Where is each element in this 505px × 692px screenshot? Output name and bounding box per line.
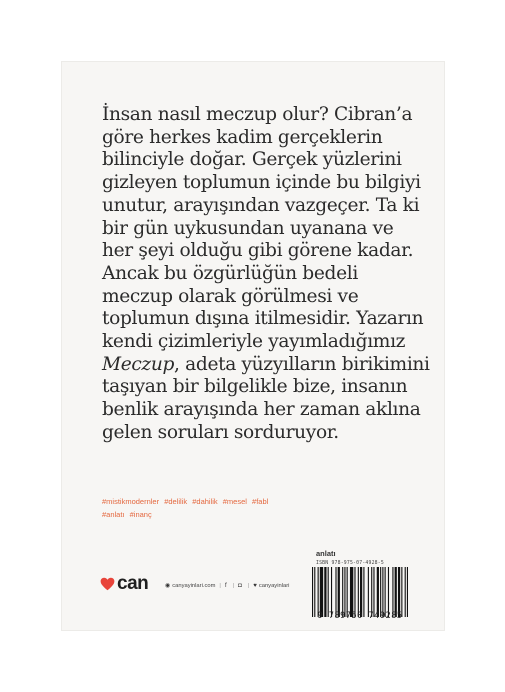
- barcode-bar: [347, 567, 348, 617]
- blurb-line: toplumun dışına itilmesidir. Yazarın: [102, 308, 424, 330]
- blurb-line: meczup olarak görülmesi ve: [102, 285, 359, 307]
- blurb-line: göre herkes kadim gerçeklerin: [102, 126, 383, 148]
- hashtag-row: [102, 495, 402, 508]
- facebook-icon[interactable]: f: [224, 582, 227, 589]
- book-title-italic: Meczup: [102, 353, 175, 375]
- separator: |: [219, 582, 221, 589]
- barcode-bar: [360, 567, 362, 617]
- genre-label: anlatı: [316, 549, 336, 558]
- hashtag: #mesel: [222, 497, 247, 506]
- twitter-icon[interactable]: ♥: [253, 582, 257, 589]
- barcode-bar: [388, 567, 389, 617]
- barcode-bar: [380, 567, 381, 617]
- barcode-bar: [328, 567, 329, 617]
- barcode-bar: [320, 567, 323, 617]
- barcode-bar: [371, 567, 372, 617]
- barcode-bar: [363, 567, 364, 617]
- barcode-bar: [318, 567, 319, 617]
- blurb-line: unutur, arayışından vazgeçer. Ta ki: [102, 194, 420, 216]
- hashtag: #inanç: [129, 510, 152, 519]
- barcode-bar: [377, 567, 379, 617]
- barcode-bar: [405, 567, 406, 617]
- website-link[interactable]: canyayinlari.com: [172, 582, 216, 589]
- globe-icon: ◉: [165, 583, 171, 589]
- barcode-bar: [331, 567, 332, 617]
- blurb-text: [102, 104, 430, 445]
- blurb-line: bir gün uykusundan uyanana ve: [102, 217, 394, 239]
- hashtag: #anlatı: [102, 510, 125, 519]
- blurb-line: gizleyen toplumun içinde bu bilgiyi: [102, 172, 421, 194]
- book-back-cover: [62, 62, 444, 630]
- barcode: [310, 567, 410, 617]
- social-handle[interactable]: canyayinlari: [258, 582, 290, 589]
- barcode-digits: 9 789750 749285: [317, 611, 403, 621]
- barcode-bar: [368, 567, 369, 617]
- blurb-line: benlik arayışında her zaman aklına: [102, 399, 421, 421]
- hashtag-row: [102, 508, 402, 521]
- barcode-bar: [385, 567, 386, 617]
- barcode-bar: [338, 567, 340, 617]
- barcode-bar: [314, 567, 315, 617]
- separator: |: [232, 582, 235, 589]
- blurb-line: her şeyi olduğu gibi görene kadar.: [102, 240, 414, 262]
- blurb-line: gelen soruları sorduruyor.: [102, 421, 339, 443]
- barcode-bar: [350, 567, 353, 617]
- barcode-bar: [324, 567, 326, 617]
- blurb-line: [102, 353, 430, 377]
- barcode-bar: [312, 567, 313, 617]
- instagram-icon[interactable]: ◘: [238, 582, 242, 589]
- hashtag: #mistikmodernler: [102, 497, 160, 506]
- blurb-line: bilinciyle doğar. Gerçek yüzlerini: [102, 149, 402, 171]
- blurb-line: Ancak bu özgürlüğün bedeli: [102, 262, 358, 284]
- barcode-bar: [358, 567, 359, 617]
- hashtag: #delilik: [164, 497, 188, 506]
- publisher-logo: [100, 573, 148, 595]
- publisher-contact: [165, 582, 289, 589]
- blurb-line-rest: , adeta yüzyılların birikimini: [174, 353, 430, 375]
- barcode-bar: [354, 567, 355, 617]
- barcode-bar: [392, 567, 393, 617]
- barcode-bar: [395, 567, 397, 617]
- logo-text: can: [117, 573, 149, 594]
- separator: |: [247, 582, 250, 589]
- barcode-bar: [373, 567, 374, 617]
- barcode-bar: [398, 567, 400, 617]
- heart-icon: [100, 577, 115, 591]
- hashtag: #fabl: [252, 497, 269, 506]
- blurb-line: İnsan nasıl meczup olur? Cibran’a: [102, 104, 413, 125]
- barcode-bar: [382, 567, 383, 617]
- hashtags: [102, 495, 402, 521]
- barcode-bar: [401, 567, 402, 617]
- barcode-bar: [342, 567, 343, 617]
- blurb-line: kendi çizimleriyle yayımladığımız: [102, 331, 406, 353]
- hashtag: #dahilik: [192, 497, 218, 506]
- barcode-bar: [344, 567, 345, 617]
- blurb-line: taşıyan bir bilgelikle bize, insanın: [102, 376, 408, 398]
- barcode-bar: [407, 567, 408, 617]
- isbn-text: ISBN 978-975-07-4928-5: [316, 561, 384, 566]
- barcode-bar: [335, 567, 336, 617]
